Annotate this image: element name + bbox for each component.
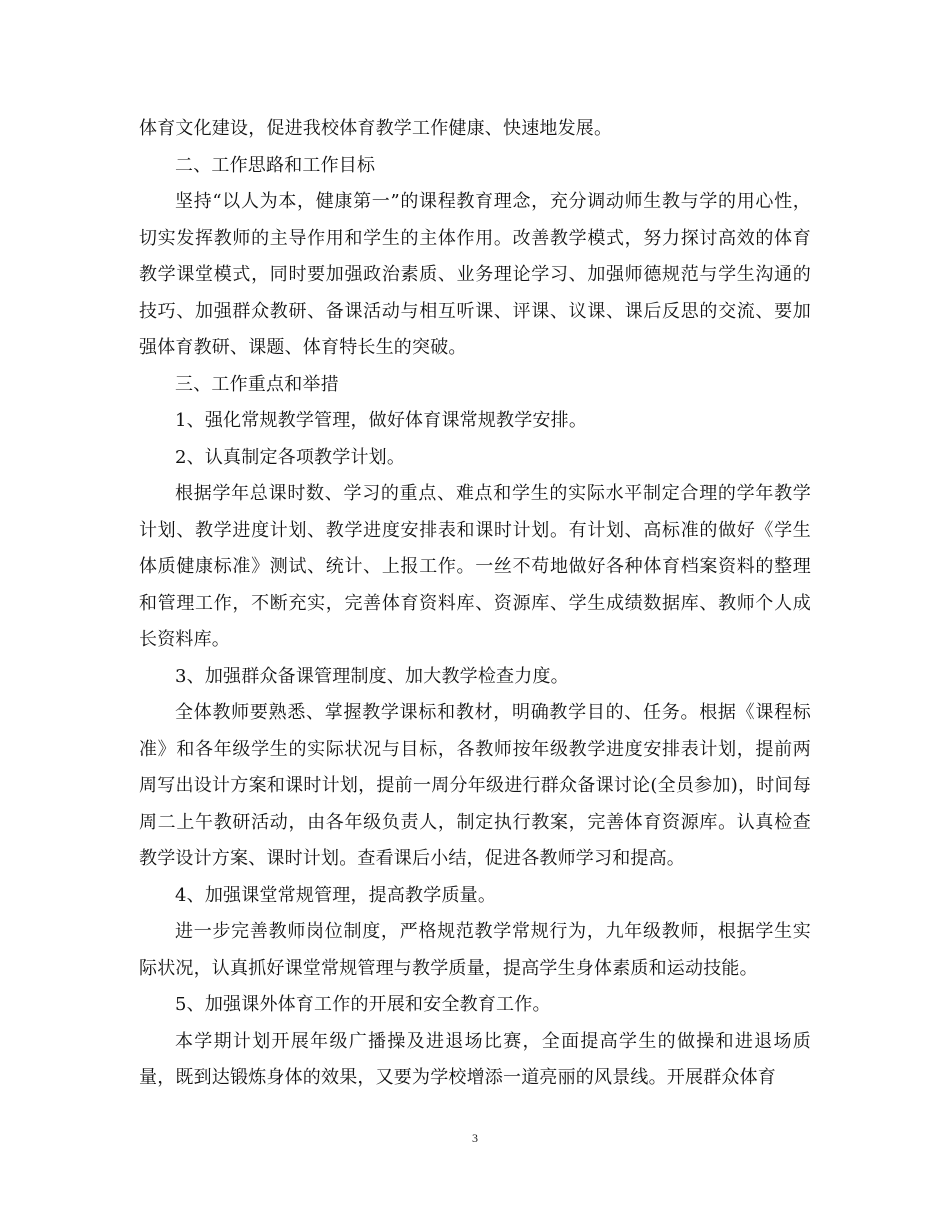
document-body [139, 111, 811, 1097]
paragraph: 进一步完善教师岗位制度，严格规范教学常规行为，九年级教师，根据学生实际状况，认真抓好课堂常规管理与教学质量，提高学生身体素质和运动技能。 [139, 921, 811, 979]
page-number: 3 [472, 1131, 478, 1145]
paragraph: 根据学年总课时数、学习的重点、难点和学生的实际水平制定合理的学年教学计划、教学进度计划、教学进度安排表和课时计划。有计划、高标准的做好《学生体质健康标准》测试、统计、上报工作。一丝不苟地做好各种体育档案资料的整理和管理工作，不断充实，完善体育资料库、资源库、学生成绩数据库、教师个人成长资料库。 [139, 483, 811, 650]
paragraph: 体育文化建设，促进我校体育教学工作健康、快速地发展。 [139, 118, 613, 139]
list-item-heading: 2、认真制定各项教学计划。 [175, 446, 406, 468]
paragraph: 坚持“以人为本，健康第一”的课程教育理念，充分调动师生教与学的用心性，切实发挥教师的主导作用和学生的主体作用。改善教学模式，努力探讨高效的体育教学课堂模式，同时要加强政治素质、业务理论学习、加强师德规范与学生沟通的技巧、加强群众教研、备课活动与相互听课、评课、议课、课后反思的交流、要加强体育教研、课题、体育特长生的突破。 [139, 191, 811, 358]
paragraph: 本学期计划开展年级广播操及进退场比赛，全面提高学生的做操和进退场质量，既到达锻炼身体的效果，又要为学校增添一道亮丽的风景线。开展群众体育 [139, 1030, 811, 1088]
list-item-heading: 1、强化常规教学管理，做好体育课常规教学安排。 [175, 410, 588, 431]
section-heading: 三、工作重点和举措 [175, 373, 339, 395]
list-item-heading: 3、加强群众备课管理制度、加大教学检查力度。 [175, 665, 569, 687]
list-item-heading: 4、加强课堂常规管理，提高教学质量。 [175, 884, 497, 906]
list-item-heading: 5、加强课外体育工作的开展和安全教育工作。 [175, 994, 551, 1015]
paragraph: 全体教师要熟悉、掌握教学课标和教材，明确教学目的、任务。根据《课程标准》和各年级学生的实际状况与目标，各教师按年级教学进度安排表计划，提前两周写出设计方案和课时计划，提前一周分年级进行群众备课讨论(全员参加)，时间每周二上午教研活动，由各年级负责人，制定执行教案，完善体育资源库。认真检查教学设计方案、课时计划。查看课后小结，促进各教师学习和提高。 [139, 702, 811, 869]
section-heading: 二、工作思路和工作目标 [175, 154, 376, 176]
